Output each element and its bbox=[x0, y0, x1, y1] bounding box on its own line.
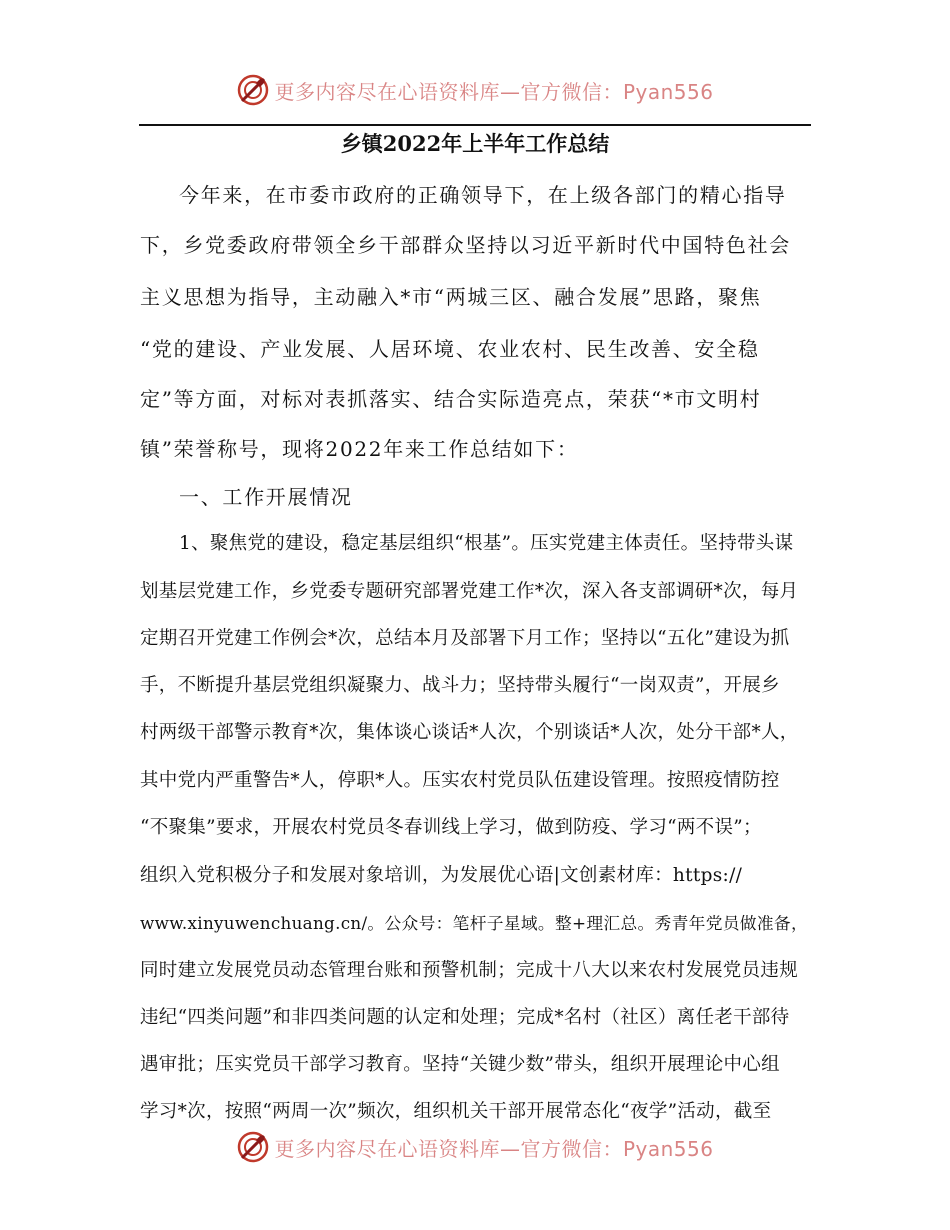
body-line: 手，不断提升基层党组织凝聚力、战斗力；坚持带头履行“一岗双责”，开展乡 bbox=[140, 675, 780, 696]
seal-logo-icon bbox=[236, 1130, 270, 1164]
body-line: 今年来，在市委市政府的正确领导下，在上级各部门的精心指导 bbox=[179, 183, 787, 207]
body-line: 违纪“四类问题”和非四类问题的认定和处理；完成*名村（社区）离任老干部待 bbox=[140, 1007, 790, 1028]
body-line: 划基层党建工作，乡党委专题研究部署党建工作*次，深入各支部调研*次，每月 bbox=[140, 581, 799, 602]
body-line: 下，乡党委政府带领全乡干部群众坚持以习近平新时代中国特色社会 bbox=[140, 233, 791, 257]
body-line: 其中党内严重警告*人，停职*人。压实农村党员队伍建设管理。按照疫情防控 bbox=[140, 770, 780, 791]
body-line: 遇审批；压实党员干部学习教育。坚持“关键少数”带头，组织开展理论中心组 bbox=[140, 1054, 780, 1075]
footer-banner bbox=[0, 1127, 950, 1167]
body-line: 同时建立发展党员动态管理台账和预警机制；完成十八大以来农村发展党员违规 bbox=[140, 960, 799, 981]
body-line: 1、聚焦党的建设，稳定基层组织“根基”。压实党建主体责任。坚持带头谋 bbox=[179, 533, 794, 554]
body-line: 主义思想为指导，主动融入*市“两城三区、融合发展”思路，聚焦 bbox=[140, 285, 762, 309]
banner-text: 更多内容尽在心语资料库—官方微信：Pyan556 bbox=[274, 1136, 714, 1161]
body-line: “党的建设、产业发展、人居环境、农业农村、民生改善、安全稳 bbox=[140, 337, 760, 361]
header-banner bbox=[0, 70, 950, 110]
body-line: “不聚集”要求，开展农村党员冬春训线上学习，做到防疫、学习“两不误”； bbox=[140, 817, 762, 838]
banner-text: 更多内容尽在心语资料库—官方微信：Pyan556 bbox=[274, 79, 714, 104]
body-line: www.xinyuwenchuang.cn/。公众号：笔杆子星域。整+理汇总。秀青年党员做准备， bbox=[140, 913, 809, 933]
body-line: 组织入党积极分子和发展对象培训，为发展优心语|文创素材库：https:// bbox=[140, 865, 743, 886]
body-line: 学习*次，按照“两周一次”频次，组织机关干部开展常态化“夜学”活动，截至 bbox=[140, 1101, 772, 1122]
seal-logo-icon bbox=[236, 73, 270, 107]
body-line: 定期召开党建工作例会*次，总结本月及部署下月工作；坚持以“五化”建设为抓 bbox=[140, 628, 790, 649]
document-title: 乡镇2022年上半年工作总结 bbox=[340, 131, 610, 156]
body-line: 定”等方面，对标对表抓落实、结合实际造亮点，荣获“*市文明村 bbox=[140, 387, 762, 411]
section-heading: 一、工作开展情况 bbox=[179, 485, 353, 509]
body-line: 村两级干部警示教育*次，集体谈心谈话*人次，个别谈话*人次，处分干部*人， bbox=[140, 722, 799, 743]
header-rule bbox=[139, 124, 811, 126]
body-line: 镇”荣誉称号，现将2022年来工作总结如下： bbox=[140, 437, 579, 461]
